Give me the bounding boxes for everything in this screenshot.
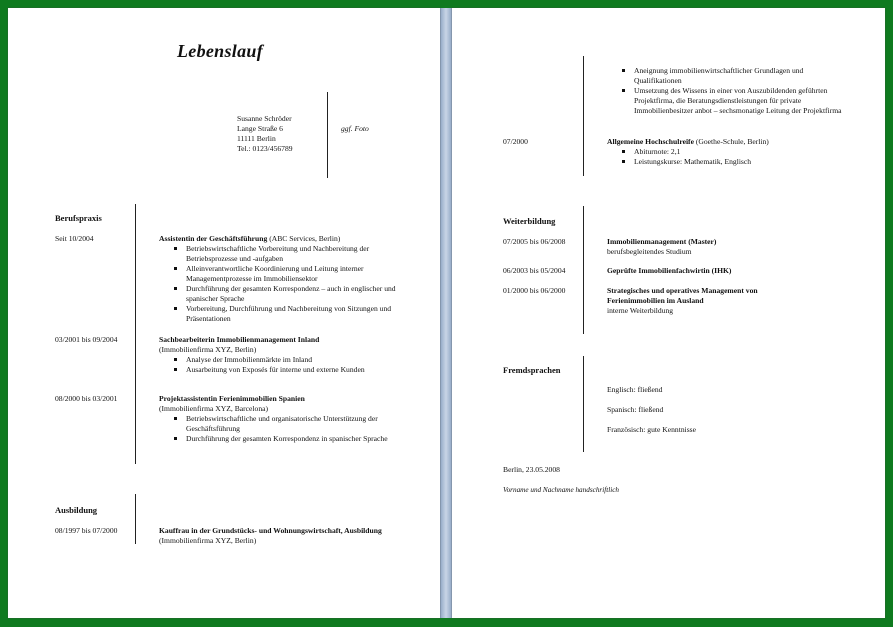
education-entry <box>159 526 399 546</box>
language-item: Französisch: gute Kenntnisse <box>607 425 697 434</box>
contact-city: 11111 Berlin <box>237 134 276 143</box>
contact-street: Lange Straße 6 <box>237 124 283 133</box>
training-date: 01/2000 bis 06/2000 <box>503 286 566 295</box>
list-item: Betriebswirtschaftliche und organisatorische Unterstützung der Geschäftsführung <box>174 414 399 434</box>
list-item: Aneignung immobilienwirtschaftlicher Grundlagen und Qualifikationen <box>622 66 847 86</box>
list-item: Betriebswirtschaftliche Vorbereitung und Nachbereitung der Betriebsprozesse und -aufgaben <box>174 244 399 264</box>
education-divider <box>583 56 584 176</box>
section-ausbildung: Ausbildung <box>55 505 98 515</box>
training-sub: interne Weiterbildung <box>607 306 674 315</box>
job-bullets <box>607 66 847 116</box>
document-title: Lebenslauf <box>177 41 263 61</box>
education-company: (Immobilienfirma XYZ, Berlin) <box>159 536 257 545</box>
section-weiterbildung: Weiterbildung <box>503 216 556 226</box>
language-item: Spanisch: fließend <box>607 405 664 414</box>
training-entry <box>607 286 807 316</box>
training-entry <box>607 237 847 257</box>
list-item: Vorbereitung, Durchführung und Nachbereitung von Sitzungen und Präsentationen <box>174 304 399 324</box>
job-date: Seit 10/2004 <box>55 234 94 243</box>
training-title: Geprüfte Immobilienfachwirtin (IHK) <box>607 266 732 275</box>
school-entry <box>607 137 847 167</box>
section-fremdsprachen: Fremdsprachen <box>503 365 561 375</box>
list-item: Durchführung der gesamten Korrespondenz in spanischer Sprache <box>174 434 399 444</box>
language-item: Englisch: fließend <box>607 385 663 394</box>
list-item: Leistungskurse: Mathematik, Englisch <box>622 157 847 167</box>
list-item: Abiturnote: 2,1 <box>622 147 847 157</box>
job-company: (ABC Services, Berlin) <box>267 234 341 243</box>
training-title: Immobilienmanagement (Master) <box>607 237 717 246</box>
weiterbildung-divider <box>583 206 584 334</box>
job-bullets <box>159 414 399 444</box>
list-item: Ausarbeitung von Exposés für interne und externe Kunden <box>174 365 399 375</box>
job-title: Projektassistentin Ferienimmobilien Spanien <box>159 394 305 403</box>
job-entry <box>159 335 399 375</box>
berufspraxis-divider <box>135 204 136 464</box>
photo-placeholder: ggf. Foto <box>341 124 369 133</box>
list-item: Alleinverantwortliche Koordinierung und Leitung interner Managementprozesse im Immobiliensektor <box>174 264 399 284</box>
signature-line: Vorname und Nachname handschriftlich <box>503 486 619 494</box>
page-right <box>452 8 885 618</box>
page-gutter <box>440 8 452 618</box>
job-title: Sachbearbeiterin Immobilienmanagement Inland <box>159 335 320 344</box>
job-entry <box>159 394 399 444</box>
training-sub: berufsbegleitendes Studium <box>607 247 692 256</box>
job-bullets <box>159 244 399 324</box>
education-date: 08/1997 bis 07/2000 <box>55 526 118 535</box>
school-name: (Goethe-Schule, Berlin) <box>693 137 769 146</box>
contact-divider <box>327 92 328 178</box>
list-item: Durchführung der gesamten Korrespondenz – auch in englischer und spanischer Sprache <box>174 284 399 304</box>
education-continued <box>607 66 847 116</box>
section-berufspraxis: Berufspraxis <box>55 213 102 223</box>
contact-name: Susanne Schröder <box>237 114 292 123</box>
job-bullets <box>607 147 847 167</box>
job-date: 03/2001 bis 09/2004 <box>55 335 118 344</box>
page-left <box>8 8 440 618</box>
list-item: Analyse der Immobilienmärkte im Inland <box>174 355 399 365</box>
school-title: Allgemeine Hochschulreife <box>607 137 694 146</box>
job-title: Assistentin der Geschäftsführung <box>159 234 268 243</box>
contact-block <box>237 114 293 154</box>
education-title: Kauffrau in der Grundstücks- und Wohnungswirtschaft, Ausbildung <box>159 526 382 535</box>
fremdsprachen-divider <box>583 356 584 452</box>
ausbildung-divider <box>135 494 136 544</box>
job-company: (Immobilienfirma XYZ, Berlin) <box>159 345 257 354</box>
job-date: 08/2000 bis 03/2001 <box>55 394 118 403</box>
school-date: 07/2000 <box>503 137 528 146</box>
job-entry <box>159 234 399 324</box>
place-date: Berlin, 23.05.2008 <box>503 465 560 474</box>
training-entry <box>607 266 847 276</box>
job-bullets <box>159 355 399 375</box>
list-item: Umsetzung des Wissens in einer von Auszubildenden geführten Projektfirma, die Beratungsdienstleistungen für private Immobilienbesitzer anbot – sechsmonatige Leitung der Projektfirma <box>622 86 847 116</box>
contact-phone: Tel.: 0123/456789 <box>237 144 293 153</box>
job-company: (Immobilienfirma XYZ, Barcelona) <box>159 404 269 413</box>
training-date: 06/2003 bis 05/2004 <box>503 266 566 275</box>
training-date: 07/2005 bis 06/2008 <box>503 237 566 246</box>
training-title: Strategisches und operatives Management von Ferienimmobilien im Ausland <box>607 286 758 305</box>
